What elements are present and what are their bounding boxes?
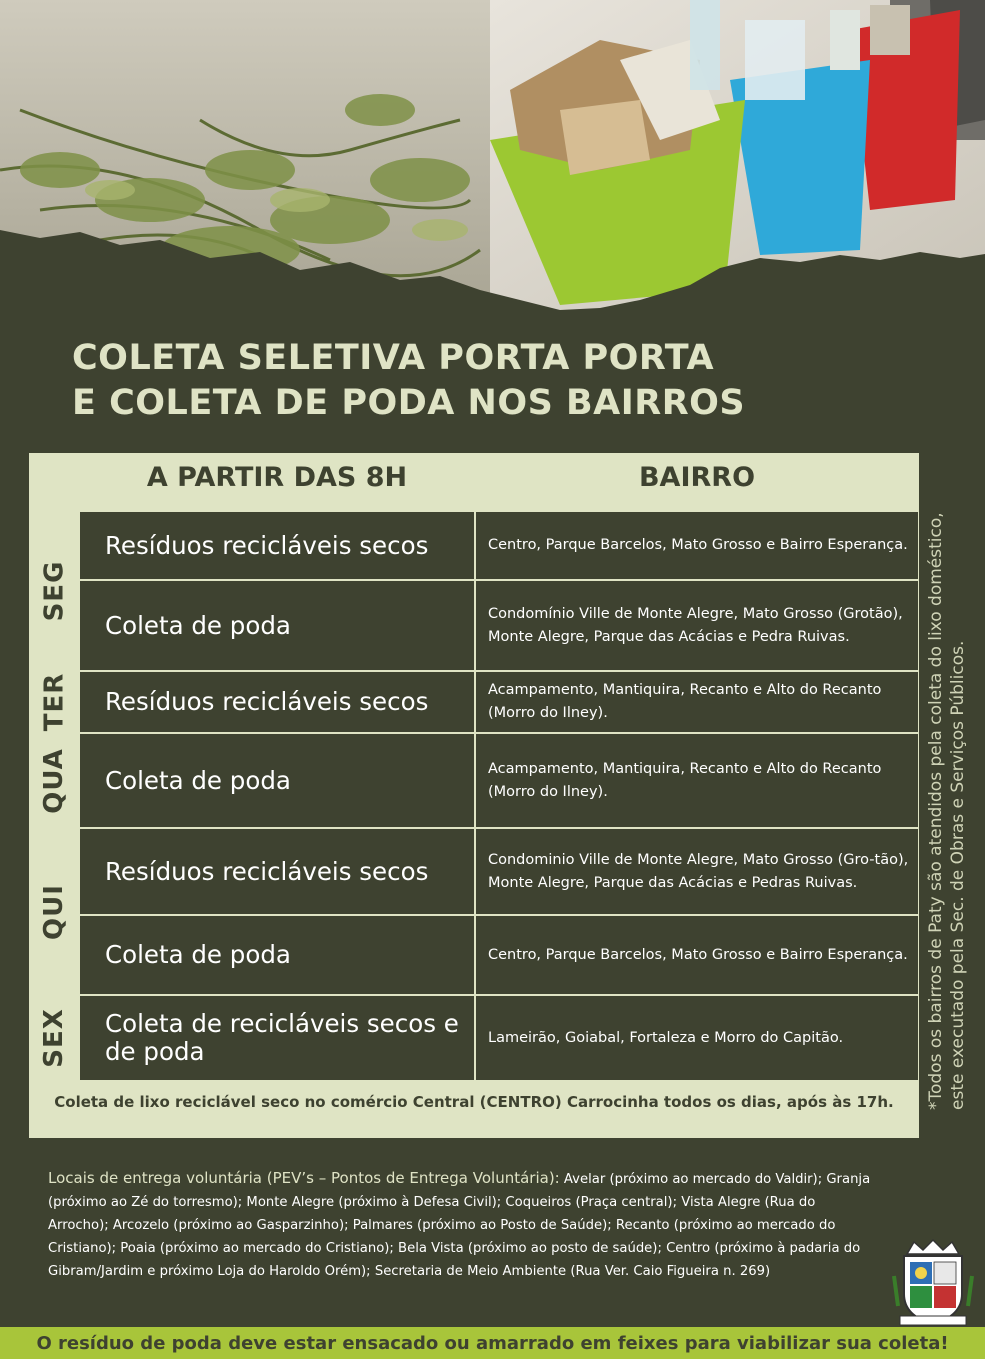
table-row — [79, 511, 919, 580]
service-cell: Resíduos recicláveis secos — [80, 829, 476, 914]
table-row — [79, 580, 919, 671]
bairro-cell: Condominio Ville de Monte Alegre, Mato Grosso (Gro-tão), Monte Alegre, Parque das Acácias e Pedras Ruivas. — [488, 851, 909, 891]
header-bairro: BAIRRO — [638, 462, 756, 493]
table-row — [79, 733, 919, 828]
title-line-1: COLETA SELETIVA PORTA PORTA — [72, 338, 715, 378]
bairro-cell: Lameirão, Goiabal, Fortaleza e Morro do Capitão. — [488, 1029, 844, 1046]
municipal-crest-icon — [892, 1236, 974, 1330]
day-label-qua: QUA — [39, 747, 70, 814]
service-cell: Coleta de recicláveis secos e de poda — [80, 996, 476, 1080]
table-row — [79, 828, 919, 915]
day-label-seg: SEG — [39, 560, 70, 622]
service-cell: Coleta de poda — [80, 916, 476, 994]
title-line-2: E COLETA DE PODA NOS BAIRROS — [72, 383, 746, 423]
pev-title: Locais de entrega voluntária (PEV’s – Pontos de Entrega Voluntária): — [48, 1169, 560, 1187]
bairro-cell: Acampamento, Mantiquira, Recanto e Alto do Recanto (Morro do Ilney). — [488, 682, 882, 721]
header-time: A PARTIR DAS 8H — [146, 462, 408, 493]
bottom-banner-text: O resíduo de poda deve estar ensacado ou amarrado em feixes para viabilizar sua coleta! — [36, 1332, 949, 1354]
service-cell: Resíduos recicláveis secos — [80, 512, 476, 579]
table-row — [79, 915, 919, 995]
bairro-cell: Acampamento, Mantiquira, Recanto e Alto do Recanto (Morro do Ilney). — [488, 760, 882, 800]
page-title — [72, 336, 872, 426]
bottom-banner — [0, 1327, 985, 1359]
side-note — [925, 480, 969, 1110]
bairro-cell: Centro, Parque Barcelos, Mato Grosso e Bairro Esperança. — [488, 537, 908, 553]
service-cell: Coleta de poda — [80, 581, 476, 670]
table-row — [79, 671, 919, 733]
commerce-collection-note: Coleta de lixo reciclável seco no comércio Central (CENTRO) Carrocinha todos os dias, após às 17h. — [54, 1093, 894, 1111]
service-cell: Resíduos recicláveis secos — [80, 672, 476, 732]
day-label-qui: QUI — [39, 883, 70, 940]
bairro-cell: Condomínio Ville de Monte Alegre, Mato Grosso (Grotão), Monte Alegre, Parque das Acácias e Pedra Ruivas. — [488, 605, 903, 645]
side-note-text: *Todos os bairros de Paty são atendidos pela coleta do lixo doméstico, este executado pela Sec. de Obras e Serviços Públicos. — [926, 512, 968, 1110]
pev-paragraph — [48, 1167, 878, 1283]
service-cell: Coleta de poda — [80, 734, 476, 827]
day-label-ter: TER — [39, 672, 69, 732]
hero-photo — [0, 0, 985, 310]
pev-locations: Avelar (próximo ao mercado do Valdir); Granja (próximo ao Zé do torresmo); Monte Alegre (próximo à Defesa Civil); Coqueiros (Praça central); Vista Alegre (Rua do Arrocho); Arcozelo (próximo ao Gasparzinho); Palmares (próximo ao Posto de Saúde); Recanto (próximo ao mercado do Cristiano); Poaia (próximo ao mercado do Cristiano); Bela Vista (próximo ao posto de saúde); Centro (próximo à padaria do Gibram/Jardim e próximo Loja do Haroldo Orém); Secretaria de Meio Ambiente (Rua Ver. Caio Figueira n. 269) — [48, 1172, 871, 1279]
bairro-cell: Centro, Parque Barcelos, Mato Grosso e Bairro Esperança. — [488, 946, 908, 963]
day-label-sex: SEX — [39, 1008, 70, 1068]
table-row — [79, 995, 919, 1081]
